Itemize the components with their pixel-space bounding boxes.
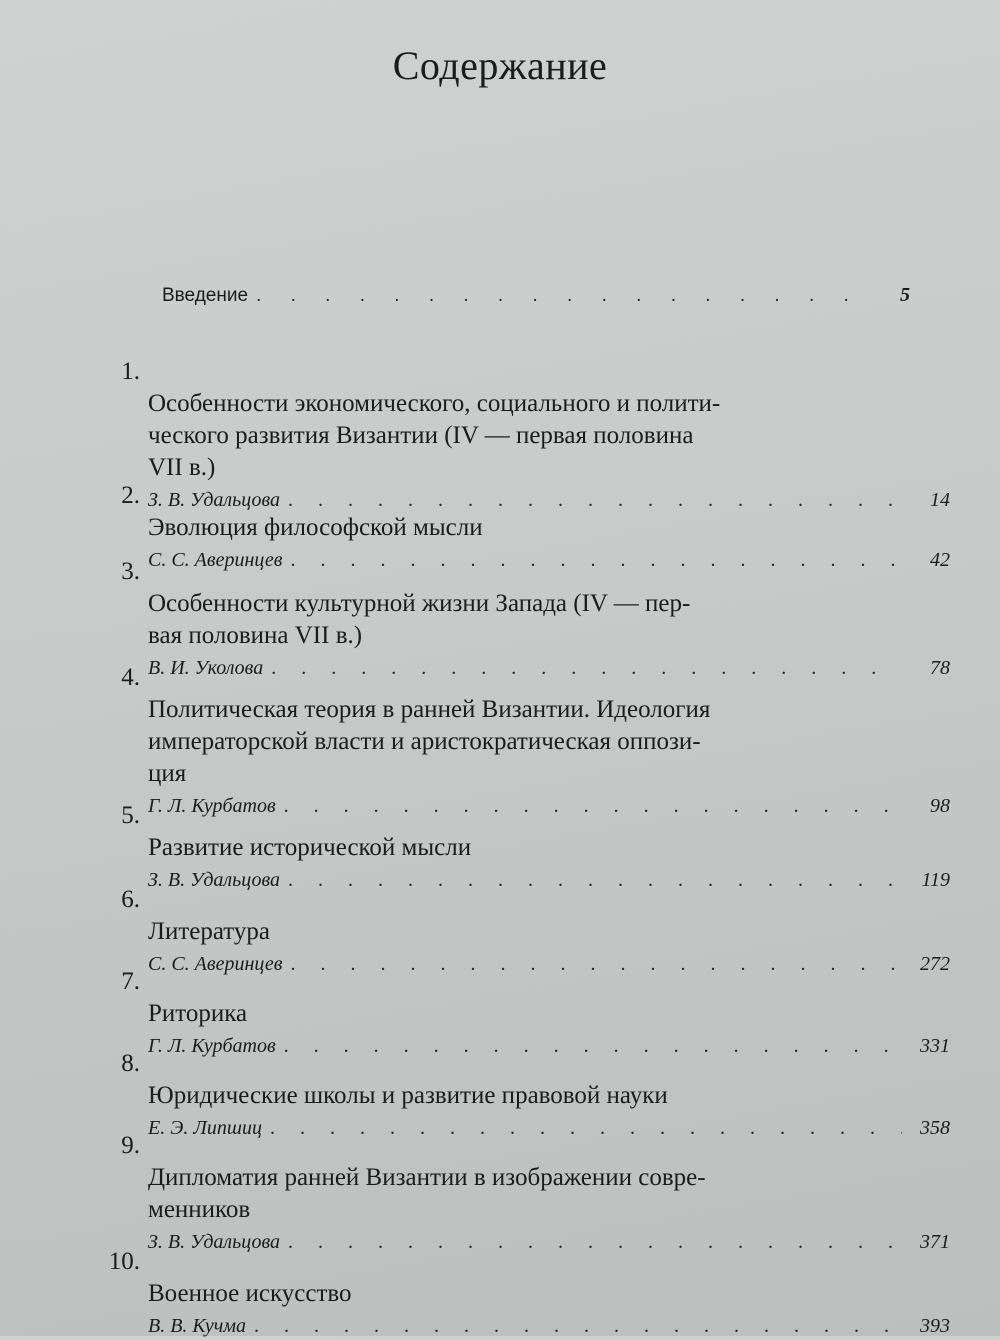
entry-title: Риторика [148, 1000, 248, 1027]
leader-dots [256, 285, 862, 307]
entry-author: З. В. Удальцова [148, 489, 281, 511]
entry-number: 5. [121, 802, 140, 829]
entry-author: С. С. Аверинцев [148, 953, 283, 975]
entry-author: Г. Л. Курбатов [148, 795, 276, 817]
entry-author: С. С. Аверинцев [148, 549, 283, 571]
entry-number: 9. [121, 1132, 140, 1159]
entry-title: Эволюция философской мысли [148, 514, 483, 541]
entry-page-number: 331 [920, 1035, 950, 1057]
toc-entry [100, 1214, 950, 1340]
entry-author: З. В. Удальцова [148, 1231, 281, 1253]
entry-page-number: 272 [920, 953, 950, 975]
page-title: Содержание [392, 43, 608, 88]
entry-number: 7. [121, 968, 140, 995]
entry-title: Особенности экономического, социального и полити- ческого развития Византии (IV — первая половина VII в.) [148, 390, 721, 481]
entry-title: Развитие исторической мысли [148, 834, 472, 861]
entry-page-number: 14 [930, 489, 950, 511]
entry-number: 3. [121, 558, 140, 585]
entry-number: 10. [108, 1248, 140, 1275]
entry-title: Особенности культурной жизни Запада (IV — пер- вая половина VII в.) [148, 590, 691, 649]
entry-number: 8. [121, 1050, 140, 1077]
entry-number: 2. [121, 482, 140, 509]
entry-title: Политическая теория в ранней Византии. Идеология императорской власти и аристократическая оппози- ция [148, 696, 711, 787]
entry-page-number: 78 [930, 657, 950, 679]
entry-title: Юридические школы и развитие правовой науки [148, 1082, 668, 1109]
entry-page-number: 42 [930, 549, 950, 571]
entry-number: 4. [121, 664, 140, 691]
toc-intro [162, 284, 910, 307]
entry-page-number: 371 [920, 1231, 950, 1253]
entry-author: Е. Э. Липшиц [148, 1117, 262, 1139]
entry-page-number: 119 [921, 869, 950, 891]
entry-title: Дипломатия ранней Византии в изображении совре- менников [148, 1164, 706, 1223]
entry-title: Военное искусство [148, 1280, 352, 1307]
entry-page-number: 358 [920, 1117, 950, 1139]
entry-number: 6. [121, 886, 140, 913]
entry-author: В. В. Кучма [148, 1315, 247, 1337]
entry-page-number: 98 [930, 795, 950, 817]
entry-number: 1. [121, 358, 140, 385]
intro-label: Введение [162, 285, 249, 306]
entry-author: З. В. Удальцова [148, 869, 281, 891]
intro-page-number: 5 [900, 284, 910, 306]
entry-author: Г. Л. Курбатов [148, 1035, 276, 1057]
entry-page-number: 393 [920, 1315, 950, 1337]
entry-author: В. И. Уколова [148, 657, 264, 679]
entry-title: Литература [148, 918, 270, 945]
